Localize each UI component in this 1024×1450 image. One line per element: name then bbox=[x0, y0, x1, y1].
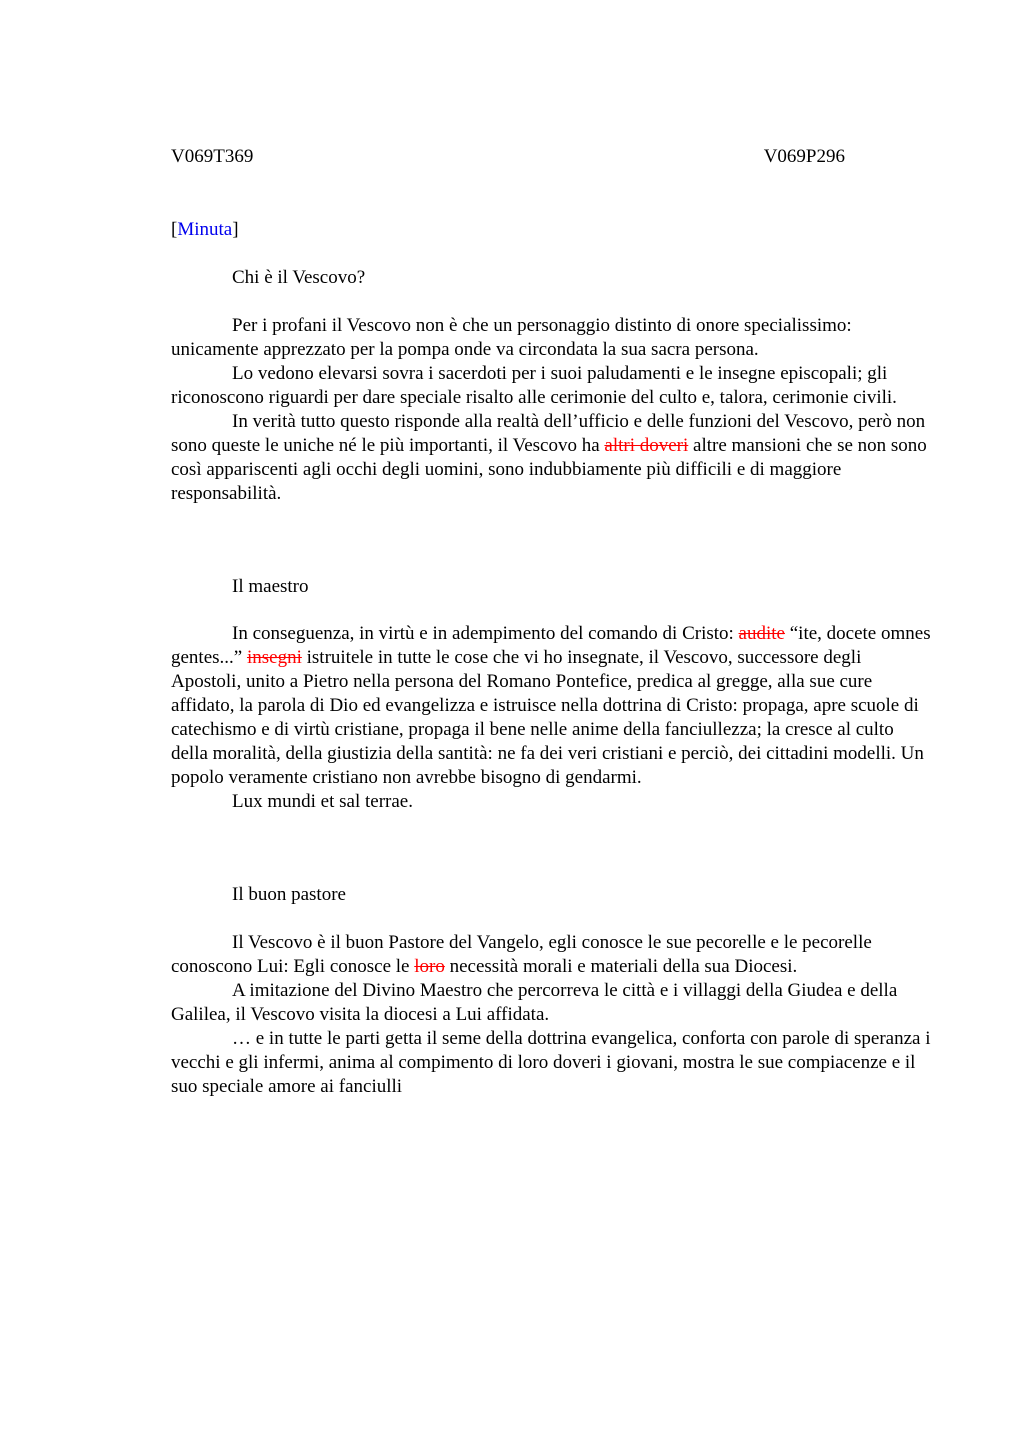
section-3-body bbox=[171, 931, 931, 1099]
paragraph: Lux mundi et sal terrae. bbox=[232, 791, 413, 812]
left-reference-code: V069T369 bbox=[171, 146, 254, 167]
draft-label-link[interactable]: Minuta bbox=[177, 219, 233, 240]
paragraph: In conseguenza, in virtù e in adempimento del comando di Cristo: audite “ite, docete omnes gentes...” insegni istruitele in tutte le cose che vi ho insegnate, il Vescovo, successore degli Apostoli, unito a Pietro nella persona del Romano Pontefice, predica al gregge, alla sue cure affidato, la parola di Dio ed evangelizza e istruisce nella dottrina di Cristo: propaga, apre scuole di catechismo e di virtù cristiane, propaga il bene nelle anime della fanciullezza; la cresce al culto della moralità, della giustizia della santità: ne fa dei veri cristiani e perciò, dei cittadini modelli. Un popolo veramente cristiano non avrebbe bisogno di gendarmi. bbox=[171, 623, 931, 788]
section-heading-chi-e-il-vescovo: Chi è il Vescovo? bbox=[232, 267, 366, 288]
draft-label bbox=[171, 218, 931, 242]
document-header bbox=[171, 146, 845, 170]
paragraph: … e in tutte le parti getta il seme della dottrina evangelica, conforta con parole di speranza i vecchi e gli infermi, anima al compimento di loro doveri i giovani, mostra le sue compiacenze e il suo speciale amore ai fanciulli bbox=[171, 1028, 931, 1097]
right-reference-code: V069P296 bbox=[763, 146, 845, 167]
section-heading-il-maestro: Il maestro bbox=[232, 576, 309, 597]
paragraph: Per i profani il Vescovo non è che un personaggio distinto di onore specialissimo: unicamente apprezzato per la pompa onde va circondata la sua sacra persona. bbox=[171, 315, 852, 360]
paragraph: Lo vedono elevarsi sovra i sacerdoti per i suoi paludamenti e le insegne episcopali; gli riconoscono riguardi per dare speciale risalto alle cerimonie del culto e, talora, cerimonie civili. bbox=[171, 363, 897, 408]
section-2-body bbox=[171, 622, 931, 814]
deleted-text: loro bbox=[414, 956, 445, 977]
section-heading-il-buon-pastore: Il buon pastore bbox=[232, 884, 346, 905]
draft-label-close-bracket: ] bbox=[232, 219, 239, 240]
paragraph: Il Vescovo è il buon Pastore del Vangelo, egli conosce le sue pecorelle e le pecorelle conoscono Lui: Egli conosce le loro necessità morali e materiali della sua Diocesi. bbox=[171, 932, 872, 977]
section-1-body bbox=[171, 314, 931, 506]
deleted-text: audite bbox=[738, 623, 785, 644]
deleted-text: altri doveri bbox=[604, 435, 689, 456]
draft-label-open-bracket: [ bbox=[171, 219, 178, 240]
paragraph: A imitazione del Divino Maestro che percorreva le città e i villaggi della Giudea e della Galilea, il Vescovo visita la diocesi a Lui affidata. bbox=[171, 980, 898, 1025]
paragraph: In verità tutto questo risponde alla realtà dell’ufficio e delle funzioni del Vescovo, però non sono queste le uniche né le più importanti, il Vescovo ha altri doveri altre mansioni che se non sono così appariscenti agli occhi degli uomini, sono indubbiamente più difficili e di maggiore responsabilità. bbox=[171, 411, 927, 504]
deleted-text: insegni bbox=[246, 647, 302, 668]
